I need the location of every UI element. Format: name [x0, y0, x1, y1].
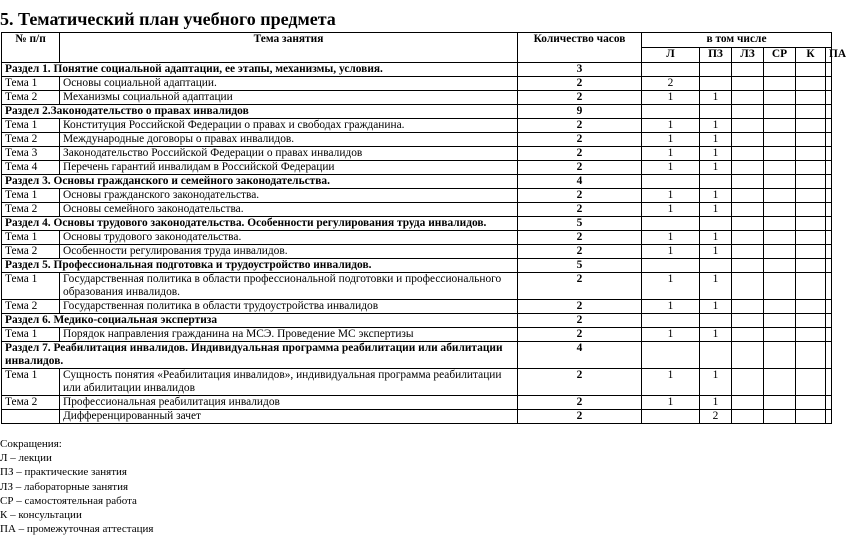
topic-title: Законодательство Российской Федерации о правах инвалидов [60, 147, 518, 161]
empty-cell [732, 133, 764, 147]
empty-cell [764, 91, 796, 105]
lectures-cell: 1 [642, 91, 700, 105]
empty-cell [826, 410, 832, 424]
empty-cell [700, 175, 732, 189]
empty-cell [796, 189, 826, 203]
practice-cell: 1 [700, 161, 732, 175]
lectures-cell: 1 [642, 147, 700, 161]
hours-cell: 2 [518, 273, 642, 300]
empty-cell [826, 133, 832, 147]
lectures-cell: 1 [642, 300, 700, 314]
empty-cell [700, 259, 732, 273]
hours-cell: 2 [518, 147, 642, 161]
topic-row [2, 119, 832, 133]
hours-cell: 2 [518, 119, 642, 133]
empty-cell [826, 189, 832, 203]
abbreviation-item: ПЗ – практические занятия [0, 466, 127, 479]
empty-cell [700, 105, 732, 119]
hours-cell: 2 [518, 300, 642, 314]
topic-number: Тема 2 [2, 133, 60, 147]
empty-cell [826, 300, 832, 314]
lectures-cell: 2 [642, 77, 700, 91]
practice-cell: 1 [700, 396, 732, 410]
topic-title: Международные договоры о правах инвалидов. [60, 133, 518, 147]
topic-row [2, 245, 832, 259]
header-sr: СР [764, 48, 796, 63]
topic-number: Тема 1 [2, 328, 60, 342]
practice-cell: 1 [700, 133, 732, 147]
topic-number: Тема 1 [2, 231, 60, 245]
empty-cell [732, 342, 764, 369]
topic-row [2, 410, 832, 424]
topic-title: Механизмы социальной адаптации [60, 91, 518, 105]
lectures-cell: 1 [642, 369, 700, 396]
header-num: № п/п [2, 33, 60, 63]
empty-cell [796, 119, 826, 133]
practice-cell: 1 [700, 91, 732, 105]
empty-cell [732, 77, 764, 91]
empty-cell [642, 314, 700, 328]
empty-cell [796, 161, 826, 175]
lectures-cell: 1 [642, 231, 700, 245]
practice-cell: 1 [700, 300, 732, 314]
empty-cell [826, 63, 832, 77]
empty-cell [764, 314, 796, 328]
section-title: Раздел 4. Основы трудового законодательства. Особенности регулирования труда инвалидов. [2, 217, 518, 231]
topic-row [2, 203, 832, 217]
empty-cell [642, 175, 700, 189]
topic-number: Тема 1 [2, 189, 60, 203]
empty-cell [764, 189, 796, 203]
practice-cell: 1 [700, 369, 732, 396]
hours-cell: 2 [518, 314, 642, 328]
empty-cell [826, 217, 832, 231]
empty-cell [796, 259, 826, 273]
hours-cell: 5 [518, 259, 642, 273]
header-hours: Количество часов [518, 33, 642, 63]
practice-cell: 2 [700, 410, 732, 424]
empty-cell [764, 273, 796, 300]
hours-cell: 2 [518, 77, 642, 91]
empty-cell [826, 119, 832, 133]
topic-number: Тема 2 [2, 91, 60, 105]
empty-cell [732, 396, 764, 410]
topic-number: Тема 2 [2, 245, 60, 259]
hours-cell: 2 [518, 396, 642, 410]
empty-cell [642, 105, 700, 119]
empty-cell [796, 342, 826, 369]
empty-cell [796, 217, 826, 231]
empty-cell [764, 175, 796, 189]
practice-cell: 1 [700, 273, 732, 300]
topic-title: Конституция Российской Федерации о правах и свободах гражданина. [60, 119, 518, 133]
practice-cell: 1 [700, 189, 732, 203]
empty-cell [732, 328, 764, 342]
section-title: Раздел 1. Понятие социальной адаптации, ее этапы, механизмы, условия. [2, 63, 518, 77]
section-row [2, 217, 832, 231]
lectures-cell: 1 [642, 245, 700, 259]
hours-cell: 9 [518, 105, 642, 119]
practice-cell: 1 [700, 245, 732, 259]
empty-cell [796, 133, 826, 147]
abbreviation-item: ПА – промежуточная аттестация [0, 523, 154, 536]
empty-cell [732, 175, 764, 189]
empty-cell [732, 63, 764, 77]
lectures-cell: 1 [642, 203, 700, 217]
empty-cell [796, 369, 826, 396]
topic-title: Основы гражданского законодательства. [60, 189, 518, 203]
topic-number: Тема 2 [2, 396, 60, 410]
empty-cell [732, 259, 764, 273]
topic-number: Тема 2 [2, 203, 60, 217]
lectures-cell: 1 [642, 396, 700, 410]
topic-title: Сущность понятия «Реабилитация инвалидов», индивидуальная программа реабилитации или абилитации инвалидов [60, 369, 518, 396]
empty-cell [732, 273, 764, 300]
hours-cell: 2 [518, 189, 642, 203]
hours-cell: 2 [518, 91, 642, 105]
empty-cell [764, 105, 796, 119]
empty-cell [732, 91, 764, 105]
empty-cell [764, 203, 796, 217]
lectures-cell: 1 [642, 189, 700, 203]
topic-title: Государственная политика в области профессиональной подготовки и профессионального образования инвалидов. [60, 273, 518, 300]
abbreviations [0, 437, 153, 536]
topic-row [2, 396, 832, 410]
header-topic: Тема занятия [60, 33, 518, 63]
empty-cell [826, 91, 832, 105]
topic-number: Тема 1 [2, 273, 60, 300]
header-l: Л [642, 48, 700, 63]
topic-number: Тема 1 [2, 119, 60, 133]
lectures-cell: 1 [642, 161, 700, 175]
empty-cell [764, 396, 796, 410]
empty-cell [700, 342, 732, 369]
empty-cell [732, 314, 764, 328]
empty-cell [796, 63, 826, 77]
empty-cell [796, 231, 826, 245]
empty-cell [764, 231, 796, 245]
topic-title: Дифференцированный зачет [60, 410, 518, 424]
header-k: К [796, 48, 826, 63]
empty-cell [826, 396, 832, 410]
empty-cell [642, 342, 700, 369]
abbreviation-item: К – консультации [0, 509, 82, 522]
abbreviation-item: ЛЗ – лабораторные занятия [0, 480, 129, 493]
empty-cell [764, 328, 796, 342]
empty-cell [642, 63, 700, 77]
empty-cell [764, 63, 796, 77]
section-row [2, 175, 832, 189]
empty-cell [732, 147, 764, 161]
topic-title: Порядок направления гражданина на МСЭ. Проведение МС экспертизы [60, 328, 518, 342]
section-title: Раздел 3. Основы гражданского и семейного законодательства. [2, 175, 518, 189]
empty-cell [764, 77, 796, 91]
empty-cell [732, 105, 764, 119]
empty-cell [826, 161, 832, 175]
topic-row [2, 300, 832, 314]
section-row [2, 259, 832, 273]
lectures-cell [642, 410, 700, 424]
empty-cell [796, 300, 826, 314]
topic-row [2, 273, 832, 300]
topic-number: Тема 1 [2, 77, 60, 91]
section-row [2, 314, 832, 328]
hours-cell: 2 [518, 245, 642, 259]
section-title: Раздел 5. Профессиональная подготовка и трудоустройство инвалидов. [2, 259, 518, 273]
hours-cell: 4 [518, 175, 642, 189]
header-pa: ПА [826, 48, 832, 63]
empty-cell [732, 369, 764, 396]
topic-title: Государственная политика в области трудоустройства инвалидов [60, 300, 518, 314]
empty-cell [764, 133, 796, 147]
topic-row [2, 189, 832, 203]
lectures-cell: 1 [642, 273, 700, 300]
empty-cell [796, 245, 826, 259]
hours-cell: 2 [518, 203, 642, 217]
topic-number: Тема 1 [2, 369, 60, 396]
empty-cell [732, 189, 764, 203]
topic-title: Перечень гарантий инвалидам в Российской Федерации [60, 161, 518, 175]
empty-cell [796, 314, 826, 328]
section-title: Раздел 6. Медико-социальная экспертиза [2, 314, 518, 328]
section-title: Раздел 7. Реабилитация инвалидов. Индивидуальная программа реабилитации или абилитации инвалидов. [2, 342, 518, 369]
empty-cell [826, 147, 832, 161]
topic-row [2, 77, 832, 91]
empty-cell [826, 77, 832, 91]
section-row [2, 63, 832, 77]
empty-cell [826, 231, 832, 245]
empty-cell [764, 217, 796, 231]
empty-cell [700, 217, 732, 231]
empty-cell [796, 203, 826, 217]
empty-cell [796, 105, 826, 119]
empty-cell [732, 203, 764, 217]
empty-cell [796, 175, 826, 189]
hours-cell: 2 [518, 133, 642, 147]
empty-cell [732, 300, 764, 314]
thematic-plan-table [1, 32, 846, 424]
topic-row [2, 231, 832, 245]
empty-cell [732, 161, 764, 175]
section-row [2, 105, 832, 119]
empty-cell [796, 410, 826, 424]
hours-cell: 5 [518, 217, 642, 231]
empty-cell [796, 328, 826, 342]
practice-cell: 1 [700, 203, 732, 217]
topic-row [2, 328, 832, 342]
empty-cell [826, 105, 832, 119]
practice-cell: 1 [700, 231, 732, 245]
empty-cell [732, 217, 764, 231]
empty-cell [700, 63, 732, 77]
practice-cell: 1 [700, 328, 732, 342]
empty-cell [764, 410, 796, 424]
empty-cell [764, 342, 796, 369]
practice-cell: 1 [700, 119, 732, 133]
empty-cell [642, 217, 700, 231]
header-pz: ПЗ [700, 48, 732, 63]
empty-cell [826, 369, 832, 396]
hours-cell: 4 [518, 342, 642, 369]
empty-cell [796, 147, 826, 161]
empty-cell [826, 342, 832, 369]
topic-title: Основы трудового законодательства. [60, 231, 518, 245]
topic-title: Основы социальной адаптации. [60, 77, 518, 91]
abbreviation-item: Л – лекции [0, 452, 52, 465]
topic-number [2, 410, 60, 424]
hours-cell: 2 [518, 369, 642, 396]
topic-title: Основы семейного законодательства. [60, 203, 518, 217]
empty-cell [764, 300, 796, 314]
empty-cell [826, 259, 832, 273]
lectures-cell: 1 [642, 119, 700, 133]
topic-title: Особенности регулирования труда инвалидов. [60, 245, 518, 259]
empty-cell [826, 328, 832, 342]
topic-row [2, 133, 832, 147]
empty-cell [796, 91, 826, 105]
abbreviations-title: Сокращения: [0, 438, 62, 450]
page-title: 5. Тематический план учебного предмета [0, 9, 336, 29]
section-row [2, 342, 832, 369]
topic-number: Тема 2 [2, 300, 60, 314]
empty-cell [764, 147, 796, 161]
topic-row [2, 369, 832, 396]
empty-cell [732, 119, 764, 133]
empty-cell [796, 77, 826, 91]
hours-cell: 2 [518, 231, 642, 245]
topic-number: Тема 3 [2, 147, 60, 161]
topic-row [2, 161, 832, 175]
empty-cell [796, 396, 826, 410]
practice-cell [700, 77, 732, 91]
hours-cell: 2 [518, 410, 642, 424]
empty-cell [764, 369, 796, 396]
empty-cell [826, 175, 832, 189]
topic-number: Тема 4 [2, 161, 60, 175]
empty-cell [700, 314, 732, 328]
empty-cell [764, 161, 796, 175]
empty-cell [826, 245, 832, 259]
section-title: Раздел 2.Законодательство о правах инвалидов [2, 105, 518, 119]
empty-cell [826, 203, 832, 217]
empty-cell [796, 273, 826, 300]
lectures-cell: 1 [642, 133, 700, 147]
empty-cell [732, 231, 764, 245]
hours-cell: 3 [518, 63, 642, 77]
empty-cell [764, 119, 796, 133]
topic-row [2, 91, 832, 105]
topic-row [2, 147, 832, 161]
hours-cell: 2 [518, 328, 642, 342]
empty-cell [764, 259, 796, 273]
hours-cell: 2 [518, 161, 642, 175]
header-lz: ЛЗ [732, 48, 764, 63]
practice-cell: 1 [700, 147, 732, 161]
lectures-cell: 1 [642, 328, 700, 342]
abbreviation-item: СР – самостоятельная работа [0, 494, 137, 507]
topic-title: Профессиональная реабилитация инвалидов [60, 396, 518, 410]
empty-cell [642, 259, 700, 273]
header-including: в том числе [642, 33, 832, 48]
empty-cell [826, 314, 832, 328]
empty-cell [732, 410, 764, 424]
empty-cell [732, 245, 764, 259]
empty-cell [826, 273, 832, 300]
empty-cell [764, 245, 796, 259]
